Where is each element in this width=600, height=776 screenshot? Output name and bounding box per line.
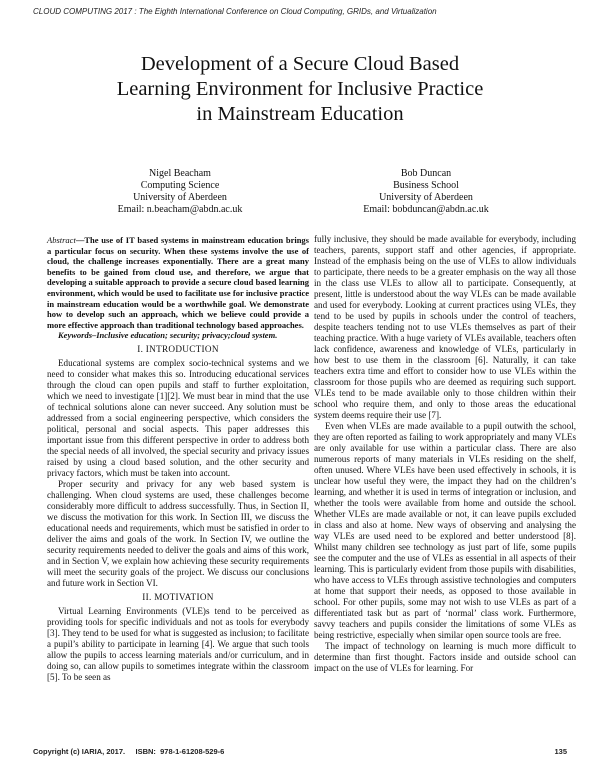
body-paragraph: Even when VLEs are made available to a pupil outwith the school, they are often reported as failing to work appropriately and many VLEs are only available for use within a particular class. There are also numerous reports of many materials in VLEs residing on the shelf, often unused. Where VLEs have been used effectively in schools, it is unclear how useful they were, the impact they had on the children’s learning, and whether it is used in terms of integration or inclusion, and whether the tools were available from home and outside the school. Whether VLEs are made available or not, it can leave pupils excluded in class and also at home. New ways of observing and analysing the way VLEs are used need to be explored and better understood [8]. Whilst many children see technology as just part of life, some pupils see the computer and the use of VLEs as essential in all aspects of their learning. This is particularly evident from those pupils with disabilities, who have access to VLEs through assistive technologies and computers at home that support their needs, as opposed to those available in school. For other pupils, some may not wish to use VLEs as part of a differentiated task but as part of ‘normal’ class work. Furthermore, savvy teachers and pupils consider the limitations of some VLEs as being restrictive, especially when similar open source tools are free. xyxy=(314,421,576,640)
author-university: University of Aberdeen xyxy=(133,192,227,203)
title-line: in Mainstream Education xyxy=(196,103,404,125)
body-paragraph: fully inclusive, they should be made available for everybody, including teachers, parents, support staff and other agencies, if appropriate. Instead of the emphasis being on the use of VLEs to allow individuals to participate, there needs to be a greater emphasis on the way all those in the class use VLEs to allow all to participate. Consequently, at present, little is understood about the way VLEs can be made available and used for everybody. Looking at current practices using VLEs, they tend to be used by pupils in schools under the control of teachers, despite teachers tending not to use VLEs themselves as part of their teaching practice. With a huge variety of VLEs available, teachers often lack confidence, awareness and knowledge of VLEs, particularly in how best to use them in the classroom [6]. Naturally, it can take teachers extra time and effort to consider how to use VLEs within the classroom for those pupils who are deemed as requiring such support. VLEs tend to be made available only to those children within their school who require them, and only to those areas the educational system deems require their use [7]. xyxy=(314,234,576,420)
copyright-isbn: Copyright (c) IARIA, 2017. ISBN: 978-1-61208-529-6 xyxy=(33,747,225,756)
abstract-text: —The use of IT based systems in mainstream education brings a particular focus on security. When these systems involve the use of cloud, the challenge increases exponentially. There are a great many benefits to be gained from cloud use, and therefore, we argue that developing a suitable approach to provide a secure cloud based learning environment, which would be used to facilitate use for inclusive practice in mainstream education would be a worthwhile goal. We demonstrate how to develop such an approach, which we believe could provide a more effective approach than traditional technology based approaches. xyxy=(47,235,309,330)
running-header: CLOUD COMPUTING 2017 : The Eighth International Conference on Cloud Computing, GRIDs, and Virtualization xyxy=(33,7,437,16)
author-email: Email: n.beacham@abdn.ac.uk xyxy=(117,204,243,215)
body-paragraph: The impact of technology on learning is much more difficult to determine than first thought. Factors inside and outside school can impact on the use of VLEs for learning. For xyxy=(314,641,576,673)
author-name: Nigel Beacham xyxy=(149,168,211,179)
author-department: Computing Science xyxy=(140,180,220,191)
body-paragraph: Educational systems are complex socio-technical systems and we need to consider what makes this so. Introducing educational services through the cloud can open pupils and staff to further exploitation, which we need to investigate [1][2]. We must bear in mind that the use of technical solutions alone can never succeed. Any solution must be addressed from a social engineering perspective, which considers the political, personal and social aspects. This paper addresses this important issue from this different perspective in order to address both the special needs of all involved, the special security and privacy issues raised by using a cloud based solution, and the other security and privacy factors, which must be taken into account. xyxy=(47,357,309,478)
keywords: Keywords–Inclusive education; security; privacy;cloud system. xyxy=(58,330,278,341)
section-heading-motivation: II. MOTIVATION xyxy=(142,591,214,602)
author-block xyxy=(306,168,546,216)
left-column xyxy=(47,235,309,683)
author-university: University of Aberdeen xyxy=(379,192,473,203)
right-column xyxy=(314,234,576,674)
title-line: Learning Environment for Inclusive Practice xyxy=(116,78,484,100)
author-department: Business School xyxy=(393,180,459,191)
section-heading-introduction: I. INTRODUCTION xyxy=(137,343,219,354)
title-line: Development of a Secure Cloud Based xyxy=(140,53,460,75)
body-paragraph: Proper security and privacy for any web based system is challenging. When cloud systems are used, these challenges become considerably more difficult to address successfully. Thus, in Section II, we discuss the motivation for this work. In Section III, we discuss the educational needs and requirements, which must be satisfied in order to deliver the aims and goals of the work. In Section IV, we outline the security requirements needed to deliver the goals and aims of this work, and in Section V, we explain how achieving these security requirements will meet the security goals of the project. We discuss our conclusions and future work in Section VI. xyxy=(47,478,309,588)
author-name: Bob Duncan xyxy=(400,168,452,179)
page-number: 135 xyxy=(554,747,567,756)
paper-title xyxy=(30,52,570,127)
author-block xyxy=(60,168,300,216)
author-email: Email: bobduncan@abdn.ac.uk xyxy=(363,204,489,215)
abstract-label: Abstract xyxy=(47,235,76,245)
body-paragraph: Virtual Learning Environments (VLE)s tend to be perceived as providing tools for specific individuals and not as tools for everybody [3]. They tend to be used for what is suggested as inclusion; to facilitate a pupil’s ability to participate in learning [4]. We argue that such tools allow the pupils to access learning materials and/or curriculum, and in doing so, can allow pupils to sometimes integrate within the classroom [5]. To be seen as xyxy=(47,605,309,682)
abstract xyxy=(47,235,309,330)
